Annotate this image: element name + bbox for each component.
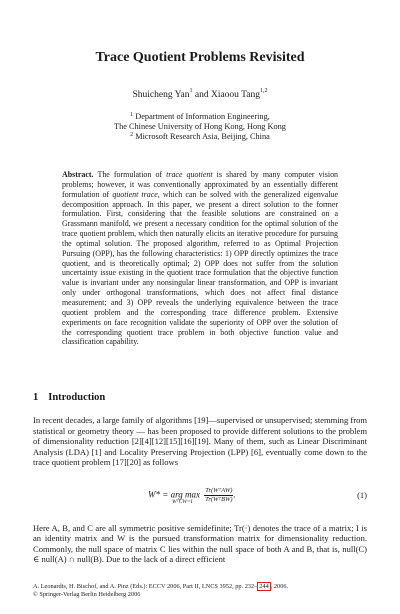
affil-line: The Chinese University of Hong Kong, Hong Kong (114, 122, 286, 131)
page-link[interactable]: 244 (259, 583, 269, 590)
equation-tail: . (233, 489, 236, 500)
section-title: Introduction (48, 392, 106, 403)
author-affil-mark: 1 (189, 88, 193, 94)
citation-text: , 2006. (270, 583, 289, 590)
affil-line: Department of Information Engineering, (135, 112, 270, 121)
equation-1 (33, 485, 367, 509)
citation-text: A. Leonardis, H. Bischof, and A. Pinz (Eds.): ECCV 2006, Part II, LNCS 3952, pp. 232– (33, 583, 258, 590)
affil-mark: 2 (130, 132, 134, 138)
section-number: 1 (33, 392, 39, 403)
author-name: Xiaoou Tang (210, 90, 260, 100)
paper-title: Trace Quotient Problems Revisited (95, 50, 305, 65)
abstract-emphasis: quotient trace, (112, 189, 160, 199)
affil-mark: 1 (130, 112, 134, 118)
affil-line: Microsoft Research Asia, Beijing, China (135, 132, 270, 141)
citation-line (33, 583, 367, 591)
intro-paragraph (33, 415, 367, 468)
author-line (0, 90, 400, 100)
body-text: Here A, B, and C are all symmetric positive semidefinite; Tr(·) denotes the trace of a matrix; I is an identity matrix and W is the pursued transformation matrix for dimensionality reduction. Commonly, the null space of matrix C lies within the null space of both A and B, that is, null(C) ∈ null(A) ∩ null(B). Due to the lack of a direct efficient (33, 522, 367, 565)
equation-subscript: WᵀCW=I (172, 499, 193, 505)
abstract-text: is shared by many computer vision problems; however, it was conventionally approximated by an essentially different formulation of (62, 170, 339, 199)
affiliation-1 (0, 112, 400, 122)
equation-denominator: Tr(WᵀBW) (205, 496, 233, 503)
equation-lhs: W* = arg max (148, 489, 200, 500)
equation-fraction (204, 487, 236, 504)
affiliations (0, 112, 400, 142)
equation-numerator: Tr(WᵀAW) (205, 487, 233, 494)
author-affil-mark: 1,2 (260, 88, 268, 94)
intro-paragraph-2 (33, 514, 367, 573)
equation-formula (148, 487, 236, 504)
abstract-text: The formulation of (97, 170, 163, 179)
author-name: Shuicheng Yan (132, 90, 190, 100)
author-conjunction: and (192, 90, 211, 100)
equation-number: (1) (357, 490, 367, 500)
affiliation-2 (0, 132, 400, 142)
abstract-label: Abstract. (62, 170, 94, 179)
abstract (62, 170, 338, 347)
body-text: In recent decades, a large family of algorithms [19]—supervised or unsupervised; stemming from statistical or geometry theory — has been proposed to provide different solutions to the problem of dimensionality reduction [2][4][12][15][16][19]. Many of them, such as Linear Discriminant Analysis (LDA) [1] and Locality Preserving Projection (LPP) [6], eventually come down to the trace quotient problem [17][20] as follows (33, 415, 367, 468)
abstract-text: which can be solved with the generalized eigenvalue decomposition approach. In this paper, we present a direct solution to the former formulation. First, considering that the feasible solutions are constrained on a Grassmann manifold, we present a necessary condition for the optimal solution of the trace quotient problem, which then naturally elicits an iterative procedure for pursuing the optimal solution. The proposed algorithm, referred to as Optimal Projection Pursuing (OPP), has the following characteristics: 1) OPP directly optimizes the trace quotient, and is theoretically optimal; 2) OPP does not suffer from the solution uncertainty issue existing in the quotient trace formulation that the objective function value is invariant under any nonsingular linear transformation, and OPP is invariant only under orthogonal transformations, which does not affect final distance measurement; and 3) OPP reveals the underlying equivalence between the trace quotient problem and the corresponding trace difference problem. Extensive experiments on face recognition validate the superiority of OPP over the solution of the corresponding quotient trace problem in both objective function value and classification capability. (62, 189, 338, 347)
abstract-emphasis: trace quotient (166, 170, 213, 179)
copyright-line: © Springer-Verlag Berlin Heidelberg 2006 (33, 591, 141, 598)
section-heading (33, 392, 105, 403)
page-footer (33, 583, 367, 599)
